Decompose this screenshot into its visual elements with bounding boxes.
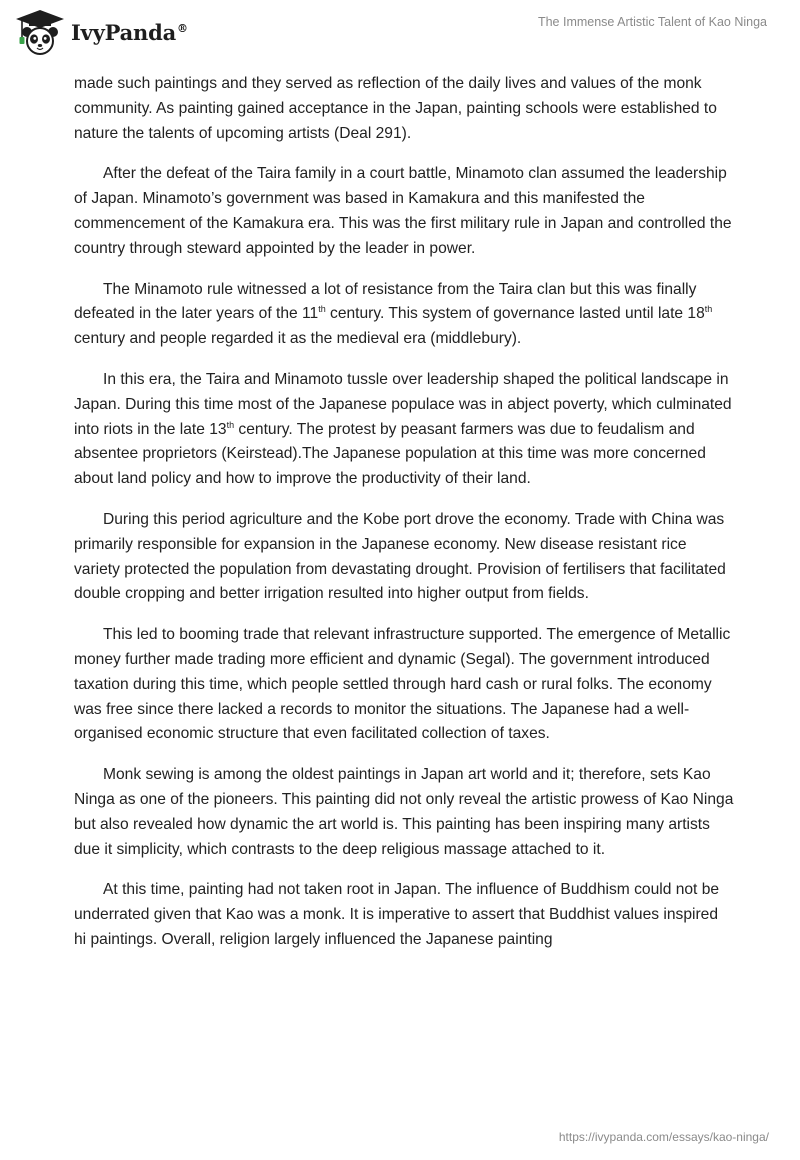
- ivypanda-logo[interactable]: [14, 8, 188, 56]
- ordinal-suffix: th: [226, 419, 235, 430]
- panda-graduation-cap-icon: [14, 8, 66, 56]
- paragraph-5: During this period agriculture and the Kobe port drove the economy. Trade with China was primarily responsible for expansion in the Japanese economy. New disease resistant rice variety protected the population from devastating drought. Provision of fertilisers that facilitated double cropping and better irrigation resulted into higher output from fields.: [74, 510, 726, 603]
- paragraph-2: After the defeat of the Taira family in a court battle, Minamoto clan assumed the leadership of Japan. Minamoto’s government was based in Kamakura and this manifested the commencement of the Kamakura era. This was the first military rule in Japan and controlled the country through steward appointed by the leader in power.: [74, 165, 732, 257]
- paragraph-6: This led to booming trade that relevant infrastructure supported. The emergence of Metallic money further made trading more efficient and dynamic (Segal). The government introduced taxation during this time, which people settled through hard cash or rural folks. The economy was free since there lacked a records to monitor the situations. The Japanese had a well-organised economic structure that even facilitated collection of taxes.: [74, 626, 731, 743]
- ordinal-suffix: th: [704, 304, 713, 315]
- paragraph-3-text-c: century and people regarded it as the medieval era (middlebury).: [74, 330, 522, 348]
- essay-body: [74, 72, 734, 969]
- paragraph-8: At this time, painting had not taken root in Japan. The influence of Buddhism could not be underrated given that Kao was a monk. It is imperative to assert that Buddhist values inspired hi paintings. Overall, religion largely influenced the Japanese painting: [74, 881, 720, 948]
- brand-name: IvyPanda®: [71, 19, 188, 45]
- page-header: [0, 0, 800, 64]
- paragraph-3-text-a: The Minamoto rule witnessed a lot of resistance from the Taira clan but this was finally defeated in the later years of the 11: [74, 280, 697, 323]
- paragraph-1: made such paintings and they served as reflection of the daily lives and values of the monk community. As painting gained acceptance in the Japan, painting schools were established to nature the talents of upcoming artists (Deal 291).: [74, 75, 717, 142]
- paragraph-3-text-b: century. This system of governance lasted until late 18: [325, 305, 705, 323]
- source-url[interactable]: https://ivypanda.com/essays/kao-ninga/: [558, 1130, 769, 1144]
- document-title: The Immense Artistic Talent of Kao Ninga: [537, 15, 767, 29]
- paragraph-4-text-b: century. The protest by peasant farmers was due to feudalism and absentee proprietors (Keirstead).The Japanese population at this time was more concerned about land policy and how to improve the productivity of their land.: [74, 420, 706, 488]
- ordinal-suffix: th: [318, 304, 326, 315]
- registered-mark: ®: [177, 21, 188, 35]
- paragraph-7: Monk sewing is among the oldest paintings in Japan art world and it; therefore, sets Kao Ninga as one of the pioneers. This painting did not only reveal the artistic prowess of Kao Ninga but also revealed how dynamic the art world is. This painting has been inspiring many artists due it simplicity, which contrasts to the deep religious massage attached to it.: [74, 766, 734, 858]
- paragraph-3: [74, 278, 734, 352]
- paragraph-4-text-a: In this era, the Taira and Minamoto tussle over leadership shaped the political landscape in Japan. During this time most of the Japanese populace was in abject poverty, which culminated into riots in the late 13: [74, 370, 732, 438]
- paragraph-4: [74, 368, 734, 492]
